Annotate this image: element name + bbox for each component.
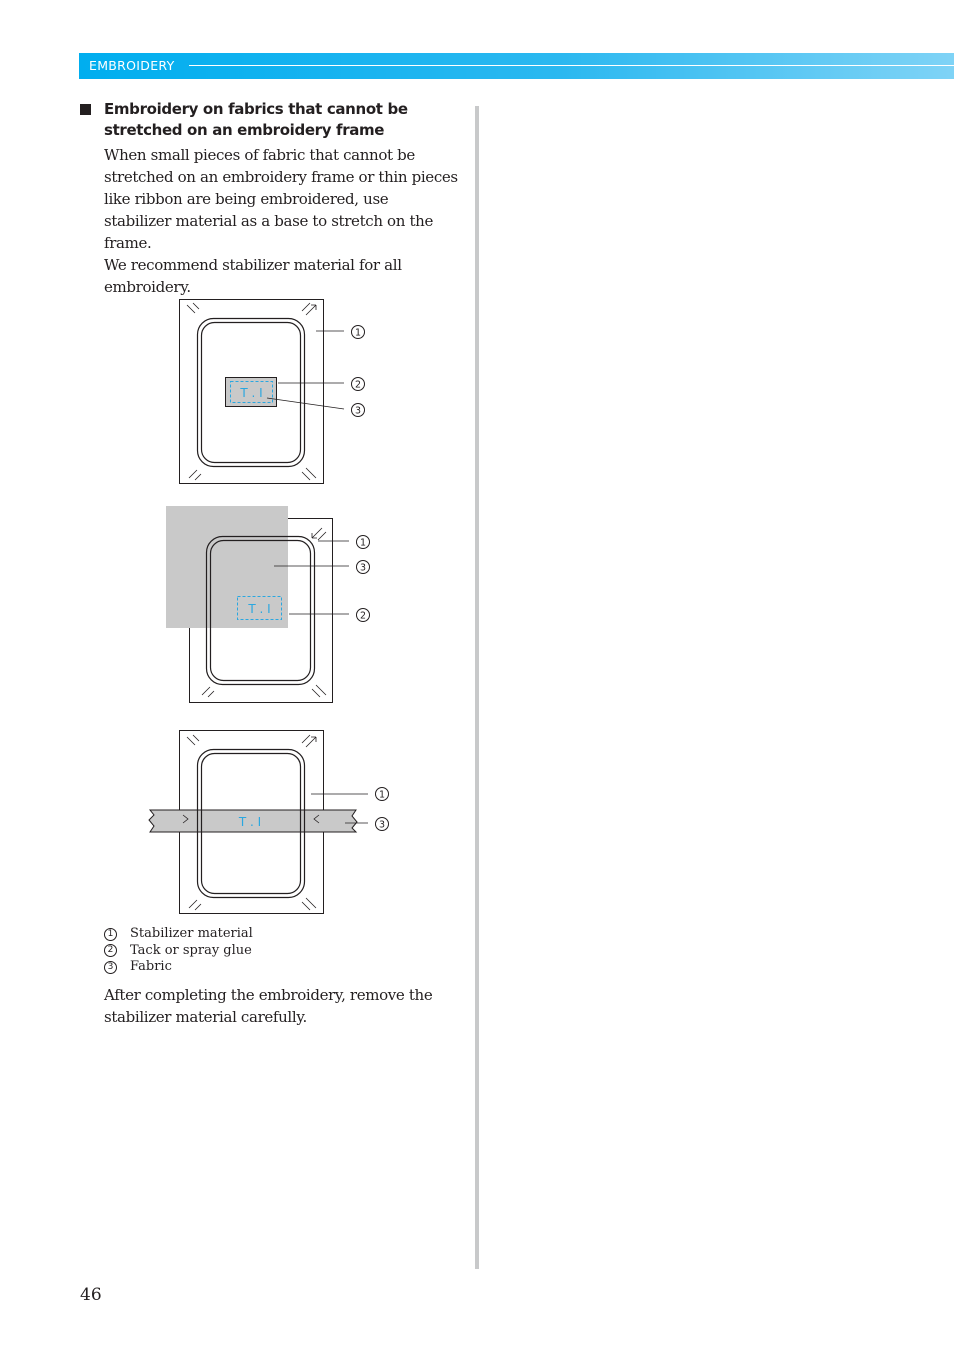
legend-item	[104, 926, 253, 943]
legend-label: Tack or spray glue	[130, 942, 252, 958]
closing-text: After completing the embroidery, remove the stabilizer material carefully.	[104, 986, 433, 1026]
fig2-callout-3: 3	[359, 562, 367, 574]
figure-stabilizer-with-large-fabric	[166, 506, 370, 703]
legend-number: 1	[104, 928, 117, 941]
page-number: 46	[80, 1285, 102, 1305]
section-title: Embroidery on fabrics that cannot be stretched on an embroidery frame	[104, 100, 408, 139]
legend-number: 2	[104, 944, 117, 957]
figure-legend	[104, 926, 253, 976]
legend-item	[104, 943, 253, 960]
legend-label: Stabilizer material	[130, 926, 253, 941]
legend-item	[104, 959, 253, 976]
fig3-pattern-text: T . I	[238, 815, 262, 829]
legend-label: Fabric	[130, 959, 172, 974]
figure-stabilizer-with-small-fabric	[180, 300, 365, 484]
fig1-callout-3: 3	[354, 405, 362, 417]
fig1-callout-2: 2	[354, 379, 362, 391]
intro-paragraph-1: When small pieces of fabric that cannot be stretched on an embroidery frame or thin pieces like ribbon are being embroidered, use stabilizer material as a base to stretch on the frame.	[104, 146, 458, 252]
intro-paragraph-2: We recommend stabilizer material for all embroidery.	[104, 256, 402, 296]
section-label: EMBROIDERY	[89, 58, 175, 73]
fig1-callout-1: 1	[354, 327, 362, 339]
legend-number: 3	[104, 961, 117, 974]
fig1-pattern-text: T . I	[240, 386, 263, 400]
fig3-callout-3: 3	[378, 819, 386, 831]
fig2-pattern-text: T . I	[248, 602, 271, 616]
figure-stabilizer-with-ribbon	[149, 731, 389, 914]
fig3-callout-1: 1	[378, 789, 386, 801]
fig2-callout-1: 1	[359, 537, 367, 549]
fig2-callout-2: 2	[359, 610, 367, 622]
